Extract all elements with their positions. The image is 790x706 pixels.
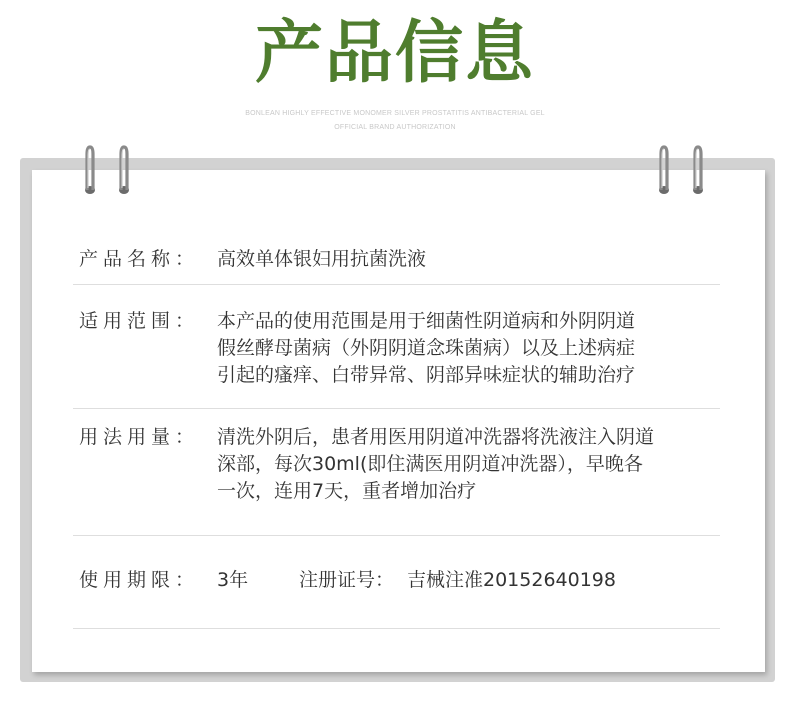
product-name-label: 产品名称：: [79, 248, 200, 270]
usage-line: 一次，连用7天，重者增加治疗: [217, 480, 477, 502]
scope-value: [217, 308, 737, 389]
term-label: 使用期限：: [79, 569, 200, 591]
divider: [73, 408, 720, 409]
scope-label: 适用范围：: [79, 310, 200, 332]
usage-line: 清洗外阴后，患者用医用阴道冲洗器将洗液注入阴道: [217, 426, 655, 448]
binder-ring-icon: [84, 144, 96, 196]
page-title: 产品信息: [254, 14, 535, 93]
term-value: 3年: [217, 569, 249, 591]
scope-line: 本产品的使用范围是用于细菌性阴道病和外阴阴道: [217, 310, 636, 332]
subtitle-english: BONLEAN HIGHLY EFFECTIVE MONOMER SILVER PROSTATITIS ANTIBACTERIAL GEL: [245, 110, 545, 117]
subtitle-authorization: OFFICIAL BRAND AUTHORIZATION: [334, 124, 456, 131]
binder-ring-icon: [692, 144, 704, 196]
usage-line: 深部，每次30ml(即住满医用阴道冲洗器），早晚各: [217, 453, 643, 475]
divider: [73, 535, 720, 536]
registration-label: 注册证号：: [299, 569, 395, 591]
usage-value: [217, 424, 737, 505]
binder-ring-icon: [658, 144, 670, 196]
divider: [73, 628, 720, 629]
product-name-value: 高效单体银妇用抗菌洗液: [217, 248, 427, 270]
divider: [73, 284, 720, 285]
scope-line: 引起的瘙痒、白带异常、阴部异味症状的辅助治疗: [217, 364, 636, 386]
registration-value: 吉械注准20152640198: [407, 569, 616, 591]
scope-line: 假丝酵母菌病（外阴阴道念珠菌病）以及上述病症: [217, 337, 636, 359]
binder-ring-icon: [118, 144, 130, 196]
usage-label: 用法用量：: [79, 426, 200, 448]
